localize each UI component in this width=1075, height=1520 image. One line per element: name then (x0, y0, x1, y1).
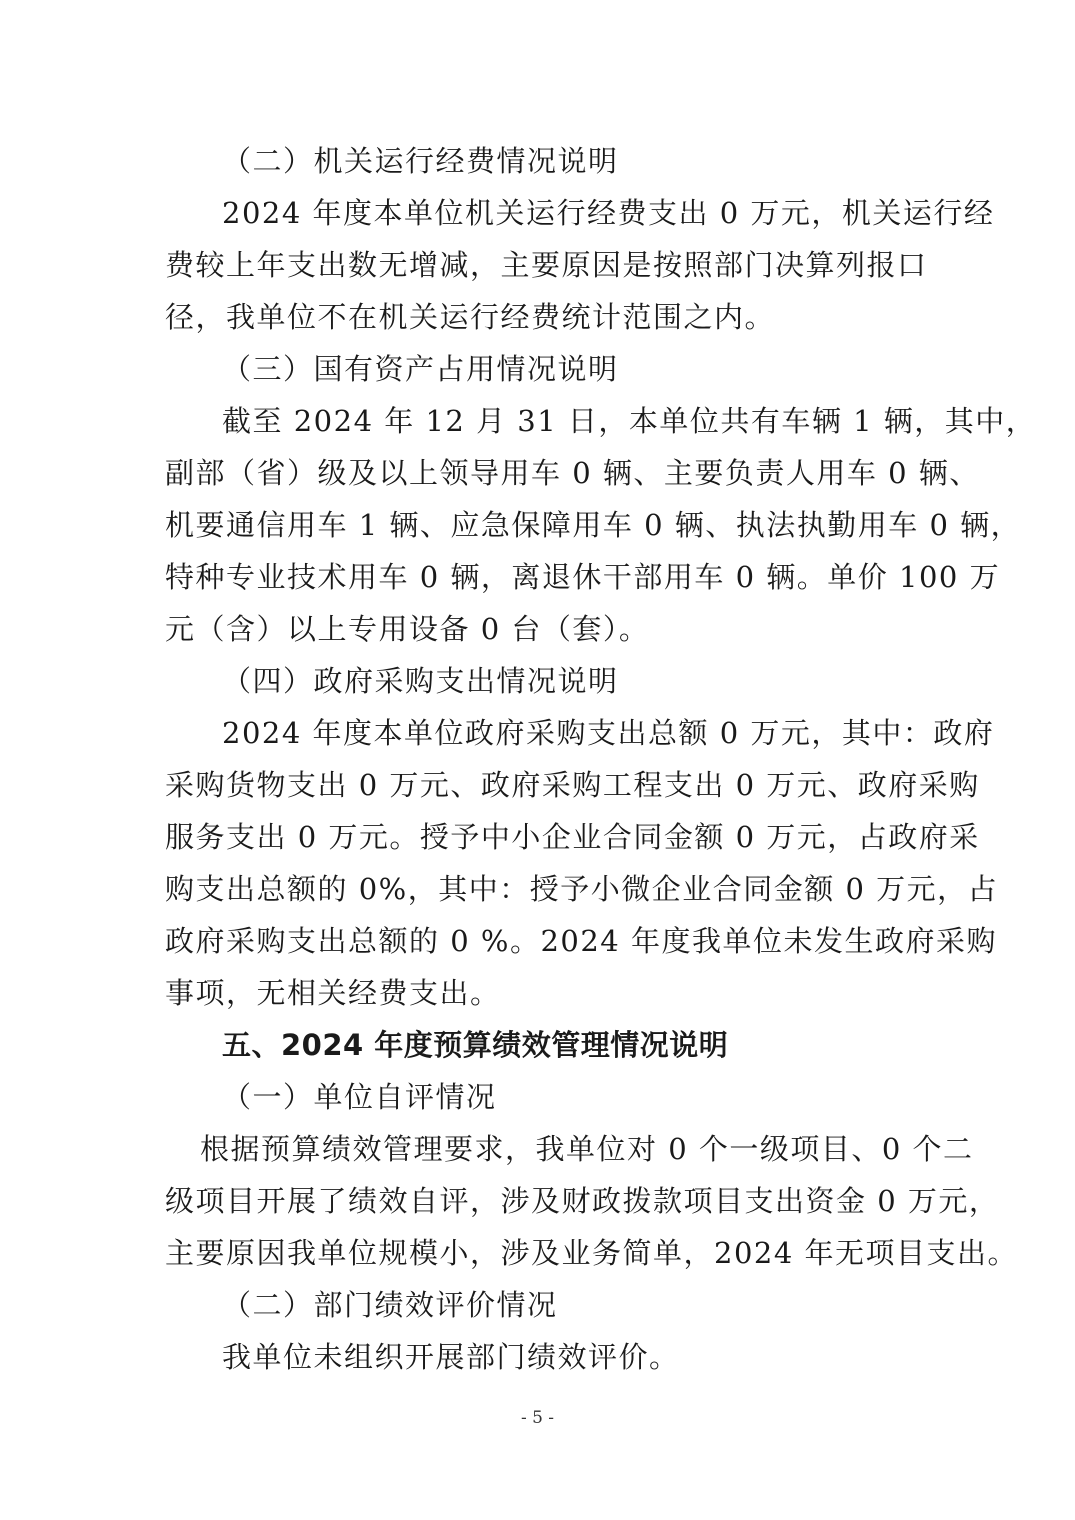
paragraph-line: 特种专业技术用车 0 辆，离退休干部用车 0 辆。单价 100 万 (165, 560, 1001, 594)
section-heading-4: （四）政府采购支出情况说明 (222, 664, 619, 698)
paragraph-line: 购支出总额的 0%，其中：授予小微企业合同金额 0 万元，占 (165, 872, 999, 906)
subsection-heading-2: （二）部门绩效评价情况 (222, 1288, 558, 1322)
paragraph-line: 费较上年支出数无增减，主要原因是按照部门决算列报口 (165, 248, 928, 282)
page-number: - 5 - (520, 1408, 555, 1428)
paragraph-line: 径，我单位不在机关运行经费统计范围之内。 (165, 300, 776, 334)
section-heading-2: （二）机关运行经费情况说明 (222, 144, 619, 178)
paragraph-line: 事项，无相关经费支出。 (165, 976, 501, 1010)
chapter-heading-5: 五、2024 年度预算绩效管理情况说明 (222, 1028, 729, 1062)
paragraph-line: 主要原因我单位规模小，涉及业务简单，2024 年无项目支出。 (165, 1236, 1019, 1270)
paragraph-line: 2024 年度本单位机关运行经费支出 0 万元，机关运行经 (222, 196, 995, 230)
paragraph-line: 政府采购支出总额的 0 %。2024 年度我单位未发生政府采购 (165, 924, 997, 958)
paragraph-line: 副部（省）级及以上领导用车 0 辆、主要负责人用车 0 辆、 (165, 456, 980, 490)
paragraph-line: 机要通信用车 1 辆、应急保障用车 0 辆、执法执勤用车 0 辆， (165, 508, 1022, 542)
paragraph-line: 根据预算绩效管理要求，我单位对 0 个一级项目、0 个二 (200, 1132, 974, 1166)
section-heading-3: （三）国有资产占用情况说明 (222, 352, 619, 386)
paragraph-line: 截至 2024 年 12 月 31 日，本单位共有车辆 1 辆，其中， (222, 404, 1037, 438)
paragraph-line: 级项目开展了绩效自评，涉及财政拨款项目支出资金 0 万元， (165, 1184, 1000, 1218)
paragraph-line: 2024 年度本单位政府采购支出总额 0 万元，其中：政府 (222, 716, 995, 750)
paragraph-line: 服务支出 0 万元。授予中小企业合同金额 0 万元，占政府采 (165, 820, 980, 854)
paragraph-line: 元（含）以上专用设备 0 台（套）。 (165, 612, 650, 646)
paragraph-line: 我单位未组织开展部门绩效评价。 (222, 1340, 680, 1374)
paragraph-line: 采购货物支出 0 万元、政府采购工程支出 0 万元、政府采购 (165, 768, 980, 802)
subsection-heading-1: （一）单位自评情况 (222, 1080, 497, 1114)
